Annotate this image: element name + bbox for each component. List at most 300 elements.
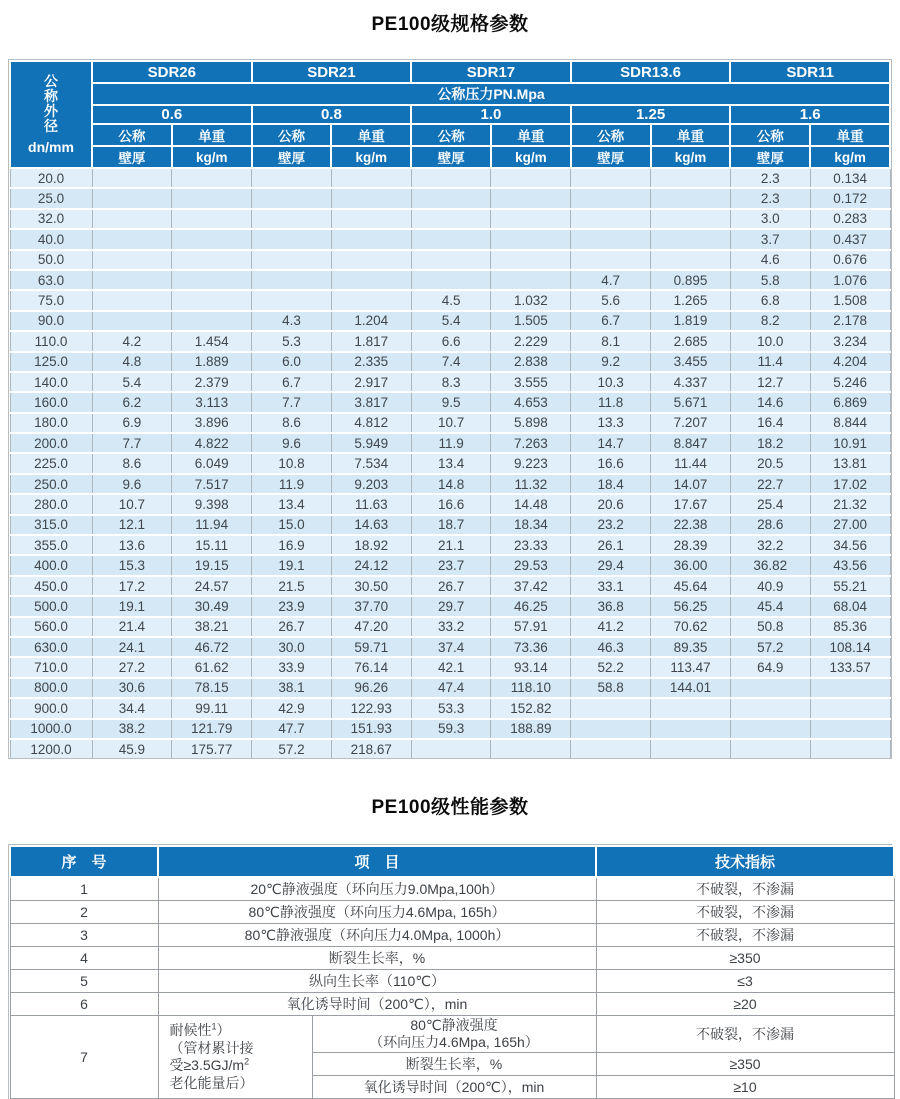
weight-header-top: 单重 [331, 124, 411, 146]
spec-row [10, 576, 890, 596]
spec-value-cell [491, 209, 571, 229]
spec-value-cell: 4.5 [411, 290, 491, 310]
spec-dn-cell: 180.0 [10, 413, 92, 433]
condition-bracket: ） [216, 1022, 231, 1039]
spec-value-cell [92, 311, 172, 331]
spec-value-cell: 11.44 [651, 453, 731, 473]
perf-indicator-cell: 不破裂，不渗漏 [596, 877, 894, 901]
spec-value-cell [331, 188, 411, 208]
perf-row [10, 993, 894, 1016]
sdr-header: SDR13.6 [571, 61, 731, 83]
perf-row [10, 947, 894, 970]
spec-value-cell: 3.7 [730, 229, 810, 249]
spec-value-cell: 58.8 [571, 678, 651, 698]
spec-value-cell: 14.7 [571, 433, 651, 453]
wall-header-bottom: 壁厚 [411, 146, 491, 168]
spec-value-cell: 28.39 [651, 535, 731, 555]
spec-value-cell: 33.9 [252, 657, 332, 677]
spec-table [9, 60, 891, 758]
condition-line-3 [170, 1057, 308, 1075]
perf-indicator-cell: ≥20 [596, 993, 894, 1016]
spec-value-cell: 14.07 [651, 474, 731, 494]
spec-value-cell: 4.337 [651, 372, 731, 392]
spec-value-cell: 7.4 [411, 352, 491, 372]
spec-value-cell: 14.8 [411, 474, 491, 494]
spec-value-cell: 4.822 [172, 433, 252, 453]
spec-dn-cell: 400.0 [10, 555, 92, 575]
spec-value-cell: 29.4 [571, 555, 651, 575]
spec-table-body [10, 168, 890, 758]
spec-value-cell: 175.77 [172, 739, 252, 758]
spec-dn-cell: 225.0 [10, 453, 92, 473]
spec-value-cell [92, 270, 172, 290]
spec-value-cell: 11.4 [730, 352, 810, 372]
spec-value-cell: 17.67 [651, 494, 731, 514]
spec-value-cell [491, 270, 571, 290]
spec-value-cell: 47.20 [331, 617, 411, 637]
spec-value-cell: 59.71 [331, 637, 411, 657]
spec-value-cell [172, 290, 252, 310]
spec-value-cell: 45.64 [651, 576, 731, 596]
spec-value-cell: 19.1 [92, 596, 172, 616]
spec-value-cell: 13.81 [810, 453, 890, 473]
spec-value-cell: 1.819 [651, 311, 731, 331]
spec-value-cell: 9.6 [252, 433, 332, 453]
spec-table-head [10, 61, 890, 168]
spec-value-cell: 7.207 [651, 413, 731, 433]
perf-no-cell: 4 [10, 947, 158, 970]
spec-value-cell: 3.0 [730, 209, 810, 229]
spec-row [10, 209, 890, 229]
spec-value-cell: 30.49 [172, 596, 252, 616]
spec-value-cell: 21.1 [411, 535, 491, 555]
spec-dn-cell: 110.0 [10, 331, 92, 351]
weight-header-top: 单重 [651, 124, 731, 146]
spec-value-cell: 18.4 [571, 474, 651, 494]
spec-value-cell: 6.8 [730, 290, 810, 310]
spec-corner-header [10, 61, 92, 168]
spec-value-cell: 26.1 [571, 535, 651, 555]
perf-row [10, 877, 894, 901]
spec-value-cell [810, 698, 890, 718]
perf-no-cell: 6 [10, 993, 158, 1016]
perf-row7-sub3-item: 氧化诱导时间（200℃），min [312, 1076, 596, 1099]
spec-row [10, 311, 890, 331]
spec-value-cell: 1.204 [331, 311, 411, 331]
spec-row [10, 698, 890, 718]
spec-dn-cell: 630.0 [10, 637, 92, 657]
spec-value-cell [252, 250, 332, 270]
weight-header-bottom: kg/m [810, 146, 890, 168]
spec-value-cell: 9.2 [571, 352, 651, 372]
spec-dn-cell: 63.0 [10, 270, 92, 290]
spec-value-cell: 21.4 [92, 617, 172, 637]
spec-value-cell: 7.534 [331, 453, 411, 473]
perf-row7-sub1-indicator: 不破裂，不渗漏 [596, 1016, 894, 1053]
spec-value-cell: 24.1 [92, 637, 172, 657]
spec-value-cell [491, 168, 571, 188]
perf-row [10, 901, 894, 924]
perf-row7-condition [158, 1016, 312, 1099]
spec-value-cell [411, 270, 491, 290]
corner-char-4: 径 [44, 118, 58, 134]
spec-value-cell [651, 188, 731, 208]
spec-value-cell: 0.283 [810, 209, 890, 229]
spec-value-cell: 122.93 [331, 698, 411, 718]
weight-header-bottom: kg/m [172, 146, 252, 168]
spec-value-cell: 2.178 [810, 311, 890, 331]
spec-row [10, 637, 890, 657]
spec-value-cell: 33.1 [571, 576, 651, 596]
condition-text-3: 受≥3.5GJ/m [169, 1057, 245, 1074]
spec-value-cell [651, 229, 731, 249]
spec-dn-cell: 250.0 [10, 474, 92, 494]
perf-item-cell: 氧化诱导时间（200℃），min [158, 993, 596, 1016]
spec-value-cell: 4.7 [571, 270, 651, 290]
perf-table-head [10, 846, 894, 877]
spec-value-cell: 121.79 [172, 719, 252, 739]
spec-value-cell: 218.67 [331, 739, 411, 758]
spec-value-cell [172, 209, 252, 229]
spec-value-cell: 55.21 [810, 576, 890, 596]
spec-value-cell: 3.555 [491, 372, 571, 392]
spec-value-cell: 6.7 [571, 311, 651, 331]
spec-value-cell: 11.32 [491, 474, 571, 494]
spec-value-cell: 24.12 [331, 555, 411, 575]
spec-value-cell: 4.3 [252, 311, 332, 331]
spec-value-cell [651, 250, 731, 270]
spec-value-cell: 32.2 [730, 535, 810, 555]
wall-header-top: 公称 [730, 124, 810, 146]
perf-indicator-cell: 不破裂，不渗漏 [596, 924, 894, 947]
spec-value-cell: 113.47 [651, 657, 731, 677]
spec-value-cell [252, 168, 332, 188]
perf-no-cell: 3 [10, 924, 158, 947]
spec-value-cell: 9.203 [331, 474, 411, 494]
spec-value-cell: 11.8 [571, 392, 651, 412]
spec-value-cell: 7.517 [172, 474, 252, 494]
spec-value-cell: 2.838 [491, 352, 571, 372]
perf-row [10, 970, 894, 993]
wall-header-bottom: 壁厚 [571, 146, 651, 168]
perf-header-no: 序 号 [10, 846, 158, 877]
spec-value-cell: 85.36 [810, 617, 890, 637]
spec-value-cell: 4.204 [810, 352, 890, 372]
spec-value-cell: 78.15 [172, 678, 252, 698]
spec-value-cell: 0.895 [651, 270, 731, 290]
spec-value-cell: 38.21 [172, 617, 252, 637]
condition-superscript-2: 2 [244, 1056, 250, 1067]
spec-value-cell [810, 678, 890, 698]
perf-row7-sub1-item [312, 1016, 596, 1053]
spec-value-cell: 59.3 [411, 719, 491, 739]
spec-value-cell [491, 229, 571, 249]
spec-value-cell [172, 168, 252, 188]
spec-value-cell: 10.3 [571, 372, 651, 392]
spec-value-cell: 6.869 [810, 392, 890, 412]
condition-line-1 [170, 1022, 308, 1040]
spec-value-cell [172, 229, 252, 249]
sdr-header: SDR26 [92, 61, 252, 83]
spec-row [10, 331, 890, 351]
spec-value-cell: 4.8 [92, 352, 172, 372]
perf-row7-sub2-item: 断裂生长率，% [312, 1053, 596, 1076]
spec-value-cell [491, 250, 571, 270]
perf-table [9, 845, 895, 1099]
spec-value-cell [92, 250, 172, 270]
spec-value-cell: 133.57 [810, 657, 890, 677]
spec-value-cell [92, 290, 172, 310]
spec-value-cell: 30.50 [331, 576, 411, 596]
spec-value-cell: 11.9 [252, 474, 332, 494]
spec-value-cell: 2.917 [331, 372, 411, 392]
spec-value-cell: 56.25 [651, 596, 731, 616]
spec-value-cell: 6.0 [252, 352, 332, 372]
perf-item-cell: 20℃静液强度（环向压力9.0Mpa,100h） [158, 877, 596, 901]
spec-value-cell: 18.2 [730, 433, 810, 453]
perf-row7-sub3-indicator: ≥10 [596, 1076, 894, 1099]
spec-value-cell: 9.5 [411, 392, 491, 412]
spec-table-title: PE100级规格参数 [371, 14, 529, 35]
wall-header-top: 公称 [252, 124, 332, 146]
spec-row [10, 290, 890, 310]
spec-row [10, 188, 890, 208]
perf-no-cell: 1 [10, 877, 158, 901]
spec-value-cell [651, 739, 731, 758]
spec-value-cell: 16.4 [730, 413, 810, 433]
spec-value-cell: 3.113 [172, 392, 252, 412]
spec-value-cell: 5.6 [571, 290, 651, 310]
spec-value-cell: 4.6 [730, 250, 810, 270]
spec-dn-cell: 1000.0 [10, 719, 92, 739]
spec-value-cell: 15.11 [172, 535, 252, 555]
spec-value-cell [571, 250, 651, 270]
perf-indicator-cell: 不破裂，不渗漏 [596, 901, 894, 924]
perf-header-row [10, 846, 894, 877]
spec-value-cell: 42.1 [411, 657, 491, 677]
spec-value-cell: 25.4 [730, 494, 810, 514]
spec-row [10, 739, 890, 758]
spec-value-cell: 21.5 [252, 576, 332, 596]
spec-value-cell: 43.56 [810, 555, 890, 575]
spec-subheader-top-row [10, 124, 890, 146]
spec-value-cell: 57.2 [252, 739, 332, 758]
spec-value-cell: 30.6 [92, 678, 172, 698]
spec-value-cell [810, 719, 890, 739]
spec-row [10, 453, 890, 473]
spec-value-cell: 0.172 [810, 188, 890, 208]
spec-value-cell: 30.0 [252, 637, 332, 657]
spec-dn-cell: 90.0 [10, 311, 92, 331]
spec-value-cell: 96.26 [331, 678, 411, 698]
spec-value-cell: 21.32 [810, 494, 890, 514]
spec-value-cell: 46.25 [491, 596, 571, 616]
pressure-value: 1.6 [730, 105, 890, 124]
sdr-header: SDR17 [411, 61, 571, 83]
spec-value-cell [730, 739, 810, 758]
spec-value-cell: 3.896 [172, 413, 252, 433]
spec-value-cell [651, 168, 731, 188]
spec-value-cell [172, 270, 252, 290]
spec-value-cell [571, 209, 651, 229]
spec-value-cell: 4.812 [331, 413, 411, 433]
condition-text: 耐候性 [169, 1022, 212, 1039]
spec-value-cell: 20.5 [730, 453, 810, 473]
spec-dn-cell: 560.0 [10, 617, 92, 637]
spec-value-cell: 37.42 [491, 576, 571, 596]
spec-value-cell [571, 168, 651, 188]
pressure-value: 1.0 [411, 105, 571, 124]
spec-value-cell: 9.6 [92, 474, 172, 494]
spec-value-cell: 11.9 [411, 433, 491, 453]
spec-value-cell: 57.91 [491, 617, 571, 637]
spec-row [10, 270, 890, 290]
corner-char-2: 称 [44, 88, 58, 104]
spec-dn-cell: 1200.0 [10, 739, 92, 758]
spec-value-cell: 1.505 [491, 311, 571, 331]
spec-value-cell: 23.2 [571, 515, 651, 535]
spec-pressure-values-row [10, 105, 890, 124]
spec-value-cell: 47.7 [252, 719, 332, 739]
spec-value-cell [92, 229, 172, 249]
spec-value-cell: 5.4 [411, 311, 491, 331]
spec-row [10, 413, 890, 433]
spec-dn-cell: 50.0 [10, 250, 92, 270]
spec-dn-cell: 280.0 [10, 494, 92, 514]
spec-value-cell: 47.4 [411, 678, 491, 698]
spec-value-cell: 144.01 [651, 678, 731, 698]
perf-table-wrap [8, 844, 892, 1099]
weight-header-bottom: kg/m [331, 146, 411, 168]
pressure-value: 0.6 [92, 105, 252, 124]
spec-row [10, 433, 890, 453]
spec-value-cell: 13.4 [411, 453, 491, 473]
spec-value-cell: 188.89 [491, 719, 571, 739]
sdr-header: SDR11 [730, 61, 890, 83]
spec-value-cell: 18.7 [411, 515, 491, 535]
spec-value-cell: 64.9 [730, 657, 810, 677]
spec-value-cell: 36.82 [730, 555, 810, 575]
spec-row [10, 229, 890, 249]
condition-superscript-1: 1 [211, 1021, 217, 1032]
spec-value-cell: 16.9 [252, 535, 332, 555]
perf-no-cell: 2 [10, 901, 158, 924]
spec-value-cell [172, 311, 252, 331]
spec-value-cell [571, 719, 651, 739]
spec-value-cell: 16.6 [411, 494, 491, 514]
spec-row [10, 719, 890, 739]
spec-value-cell: 10.8 [252, 453, 332, 473]
spec-value-cell: 38.2 [92, 719, 172, 739]
spec-value-cell: 4.653 [491, 392, 571, 412]
spec-value-cell: 8.847 [651, 433, 731, 453]
spec-value-cell [252, 188, 332, 208]
spec-value-cell [172, 188, 252, 208]
perf-item-cell: 断裂生长率，% [158, 947, 596, 970]
spec-corner-unit: dn/mm [28, 139, 74, 155]
spec-value-cell: 16.6 [571, 453, 651, 473]
spec-value-cell: 26.7 [411, 576, 491, 596]
sub1-item-line-2: （环向压力4.6Mpa, 165h） [369, 1034, 539, 1051]
wall-header-bottom: 壁厚 [730, 146, 810, 168]
spec-value-cell: 2.685 [651, 331, 731, 351]
perf-no-cell: 5 [10, 970, 158, 993]
spec-value-cell: 18.34 [491, 515, 571, 535]
spec-value-cell: 24.57 [172, 576, 252, 596]
spec-value-cell: 46.3 [571, 637, 651, 657]
spec-value-cell: 23.33 [491, 535, 571, 555]
spec-value-cell: 8.6 [252, 413, 332, 433]
spec-value-cell: 2.379 [172, 372, 252, 392]
perf-row7-sub2-indicator: ≥350 [596, 1053, 894, 1076]
spec-value-cell: 89.35 [651, 637, 731, 657]
spec-value-cell: 26.7 [252, 617, 332, 637]
spec-value-cell: 1.817 [331, 331, 411, 351]
spec-value-cell: 13.4 [252, 494, 332, 514]
spec-dn-cell: 125.0 [10, 352, 92, 372]
spec-value-cell [92, 168, 172, 188]
spec-dn-cell: 800.0 [10, 678, 92, 698]
spec-value-cell: 5.949 [331, 433, 411, 453]
spec-value-cell [651, 209, 731, 229]
spec-value-cell: 27.00 [810, 515, 890, 535]
spec-value-cell: 15.0 [252, 515, 332, 535]
spec-value-cell: 29.7 [411, 596, 491, 616]
spec-value-cell [571, 739, 651, 758]
spec-value-cell [411, 739, 491, 758]
spec-value-cell: 41.2 [571, 617, 651, 637]
spec-value-cell: 3.234 [810, 331, 890, 351]
spec-value-cell [331, 250, 411, 270]
spec-value-cell [730, 698, 810, 718]
spec-corner-vertical-label [11, 74, 91, 134]
perf-row7 [10, 1016, 894, 1053]
perf-table-title: PE100级性能参数 [371, 797, 529, 819]
spec-value-cell [651, 698, 731, 718]
spec-value-cell: 152.82 [491, 698, 571, 718]
spec-value-cell: 38.1 [252, 678, 332, 698]
spec-value-cell: 1.454 [172, 331, 252, 351]
spec-value-cell: 3.455 [651, 352, 731, 372]
spec-value-cell [571, 188, 651, 208]
spec-value-cell [571, 698, 651, 718]
spec-value-cell: 10.91 [810, 433, 890, 453]
spec-value-cell: 37.70 [331, 596, 411, 616]
spec-value-cell: 33.2 [411, 617, 491, 637]
spec-value-cell: 6.049 [172, 453, 252, 473]
spec-dn-cell: 140.0 [10, 372, 92, 392]
spec-value-cell: 1.889 [172, 352, 252, 372]
sdr-header: SDR21 [252, 61, 412, 83]
spec-dn-cell: 40.0 [10, 229, 92, 249]
spec-dn-cell: 355.0 [10, 535, 92, 555]
spec-value-cell: 50.8 [730, 617, 810, 637]
spec-value-cell [810, 739, 890, 758]
spec-value-cell: 19.15 [172, 555, 252, 575]
weight-header-top: 单重 [810, 124, 890, 146]
spec-row [10, 372, 890, 392]
spec-value-cell [252, 290, 332, 310]
spec-value-cell [331, 209, 411, 229]
spec-value-cell [411, 229, 491, 249]
wall-header-top: 公称 [92, 124, 172, 146]
spec-value-cell: 8.1 [571, 331, 651, 351]
spec-dn-cell: 900.0 [10, 698, 92, 718]
spec-row [10, 392, 890, 412]
spec-value-cell [730, 719, 810, 739]
spec-row [10, 250, 890, 270]
spec-value-cell: 22.38 [651, 515, 731, 535]
